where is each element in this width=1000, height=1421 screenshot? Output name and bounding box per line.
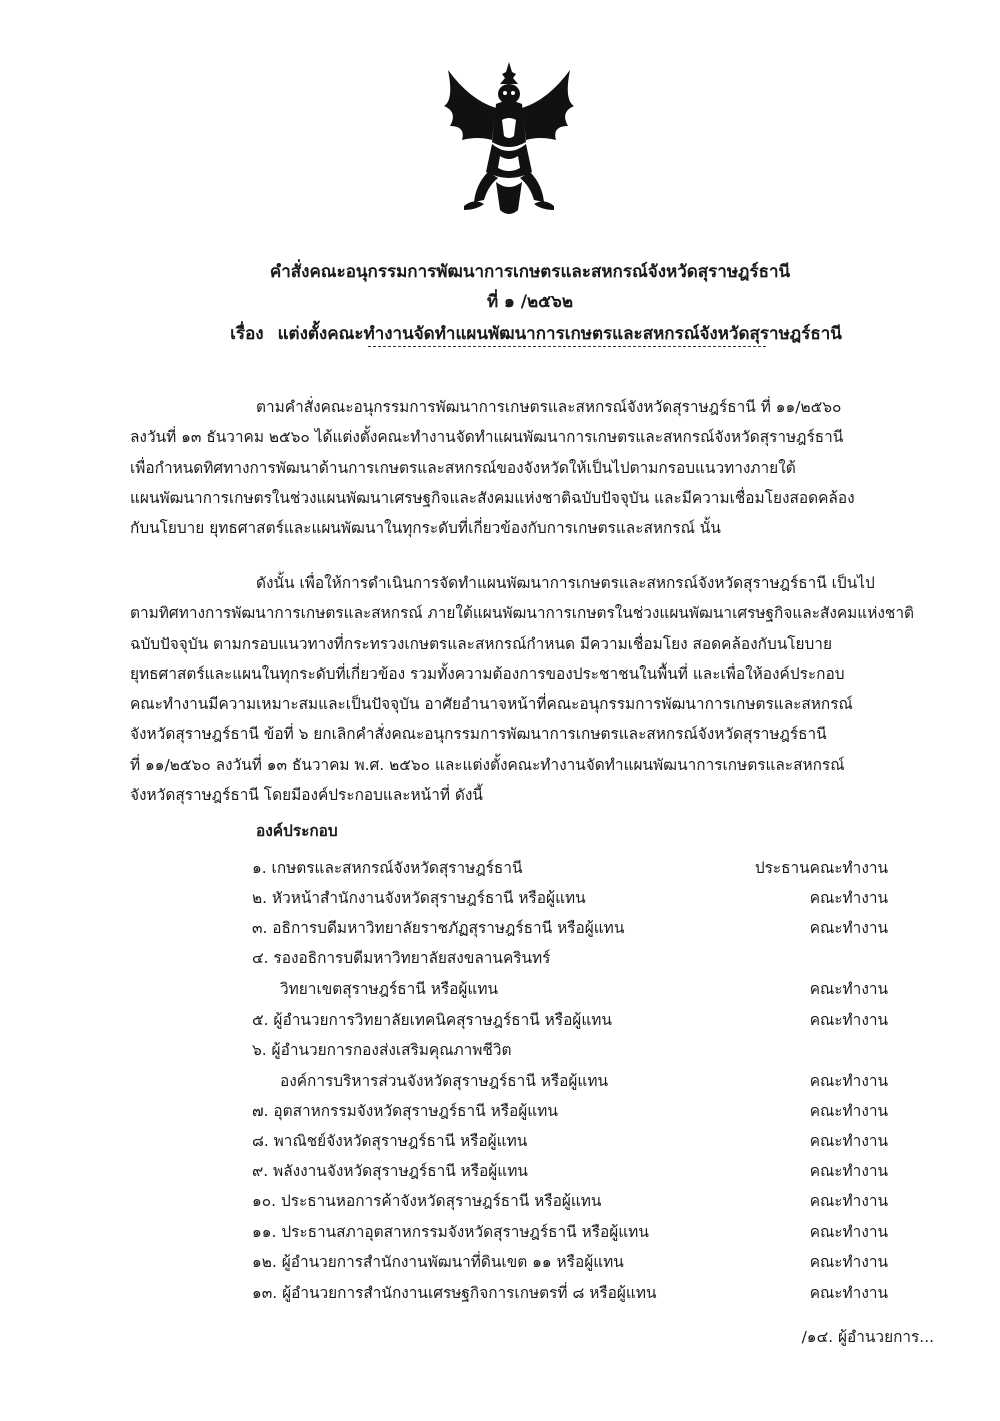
member-row <box>252 915 888 945</box>
member-role: คณะทำงาน <box>809 919 888 937</box>
member-row <box>252 1037 888 1067</box>
member-name: ๘. พาณิชย์จังหวัดสุราษฎร์ธานี หรือผู้แทน <box>252 1132 528 1150</box>
member-role: คณะทำงาน <box>809 1102 888 1120</box>
order-number: ที่ ๑ /๒๕๖๒ <box>486 292 574 312</box>
title-divider <box>368 346 766 347</box>
paragraph-line: แผนพัฒนาการเกษตรในช่วงแผนพัฒนาเศรษฐกิจและสังคมแห่งชาติฉบับปัจจุบัน และมีความเชื่อมโยงสอดคล้อง <box>130 488 855 507</box>
paragraph-line: ตามทิศทางการพัฒนาการเกษตรและสหกรณ์ ภายใต้แผนพัฒนาการเกษตรในช่วงแผนพัฒนาเศรษฐกิจและสังคมแห่งชาติ <box>130 604 914 623</box>
member-role: คณะทำงาน <box>809 1011 888 1029</box>
paragraph-line: จังหวัดสุราษฎร์ธานี ข้อที่ ๖ ยกเลิกคำสั่งคณะอนุกรรมการพัฒนาการเกษตรและสหกรณ์จังหวัดสุราษฎร์ธานี <box>130 725 827 744</box>
paragraph-line: ตามคำสั่งคณะอนุกรรมการพัฒนาการเกษตรและสหกรณ์จังหวัดสุราษฎร์ธานี ที่ ๑๑/๒๕๖๐ <box>256 398 842 416</box>
member-row <box>252 1219 888 1249</box>
member-row <box>252 1128 888 1158</box>
member-name: ๑. เกษตรและสหกรณ์จังหวัดสุราษฎร์ธานี <box>252 859 523 877</box>
garuda-emblem-icon <box>440 60 578 220</box>
member-name: ๔. รองอธิการบดีมหาวิทยาลัยสงขลานครินทร์ <box>252 949 551 967</box>
member-row <box>252 1188 888 1218</box>
member-row <box>252 945 888 975</box>
member-row <box>252 1158 888 1188</box>
paragraph-line: ลงวันที่ ๑๓ ธันวาคม ๒๕๖๐ ได้แต่งตั้งคณะทำงานจัดทำแผนพัฒนาการเกษตรและสหกรณ์จังหวัดสุราษฎร์ธานี <box>130 428 844 447</box>
member-name-continued: วิทยาเขตสุราษฎร์ธานี หรือผู้แทน <box>280 980 498 998</box>
paragraph-line: ดังนั้น เพื่อให้การดำเนินการจัดทำแผนพัฒนาการเกษตรและสหกรณ์จังหวัดสุราษฎร์ธานี เป็นไป <box>256 574 875 592</box>
member-row <box>252 1249 888 1279</box>
member-role: คณะทำงาน <box>809 1072 888 1090</box>
subject-label: เรื่อง <box>230 324 264 344</box>
member-name: ๙. พลังงานจังหวัดสุราษฎร์ธานี หรือผู้แทน <box>252 1162 528 1180</box>
member-name: ๓. อธิการบดีมหาวิทยาลัยราชภัฏสุราษฎร์ธานี หรือผู้แทน <box>252 919 625 937</box>
paragraph-line: ที่ ๑๑/๒๕๖๐ ลงวันที่ ๑๓ ธันวาคม พ.ศ. ๒๕๖๐ และแต่งตั้งคณะทำงานจัดทำแผนพัฒนาการเกษตรและสหกรณ์ <box>130 755 845 774</box>
paragraph-line: กับนโยบาย ยุทธศาสตร์และแผนพัฒนาในทุกระดับที่เกี่ยวข้องกับการเกษตรและสหกรณ์ นั้น <box>130 519 721 538</box>
member-role: คณะทำงาน <box>809 1192 888 1210</box>
member-name-continued: องค์การบริหารส่วนจังหวัดสุราษฎร์ธานี หรือผู้แทน <box>280 1072 608 1090</box>
continuation-note: /๑๔. ผู้อำนวยการ... <box>801 1328 934 1346</box>
paragraph-line: เพื่อกำหนดทิศทางการพัฒนาด้านการเกษตรและสหกรณ์ของจังหวัดให้เป็นไปตามกรอบแนวทางภายใต้ <box>130 458 796 477</box>
member-role: คณะทำงาน <box>809 1223 888 1241</box>
paragraph-line: คณะทำงานมีความเหมาะสมและเป็นปัจจุบัน อาศัยอำนาจหน้าที่คณะอนุกรรมการพัฒนาการเกษตรและสหกรณ์ <box>130 695 853 714</box>
member-name: ๖. ผู้อำนวยการกองส่งเสริมคุณภาพชีวิต <box>252 1041 512 1059</box>
member-name: ๕. ผู้อำนวยการวิทยาลัยเทคนิคสุราษฎร์ธานี หรือผู้แทน <box>252 1011 612 1029</box>
member-row-continued <box>252 1068 888 1098</box>
member-role: ประธานคณะทำงาน <box>754 859 888 877</box>
order-subject <box>36 320 1000 347</box>
member-row <box>252 885 888 915</box>
member-role: คณะทำงาน <box>809 1132 888 1150</box>
member-row <box>252 1098 888 1128</box>
paragraph-line: จังหวัดสุราษฎร์ธานี โดยมีองค์ประกอบและหน้าที่ ดังนี้ <box>130 786 483 805</box>
member-row <box>252 855 888 885</box>
member-row-continued <box>252 976 888 1006</box>
member-role: คณะทำงาน <box>809 1284 888 1302</box>
section-title: องค์ประกอบ <box>256 822 338 840</box>
member-name: ๑๒. ผู้อำนวยการสำนักงานพัฒนาที่ดินเขต ๑๑ หรือผู้แทน <box>252 1253 624 1271</box>
order-title: คำสั่งคณะอนุกรรมการพัฒนาการเกษตรและสหกรณ์จังหวัดสุราษฎร์ธานี <box>269 262 791 282</box>
member-name: ๑๓. ผู้อำนวยการสำนักงานเศรษฐกิจการเกษตรที่ ๘ หรือผู้แทน <box>252 1284 657 1302</box>
member-name: ๗. อุตสาหกรรมจังหวัดสุราษฎร์ธานี หรือผู้แทน <box>252 1102 558 1120</box>
member-row <box>252 1007 888 1037</box>
paragraph-order <box>130 568 914 810</box>
member-row <box>252 1280 888 1310</box>
paragraph-line: ยุทธศาสตร์และแผนในทุกระดับที่เกี่ยวข้อง รวมทั้งความต้องการของประชาชนในพื้นที่ และเพื่อให้องค์ประกอบ <box>130 664 845 683</box>
member-role: คณะทำงาน <box>809 1162 888 1180</box>
subject-text: แต่งตั้งคณะทำงานจัดทำแผนพัฒนาการเกษตรและสหกรณ์จังหวัดสุราษฎร์ธานี <box>277 324 842 344</box>
member-role: คณะทำงาน <box>809 1253 888 1271</box>
member-name: ๑๐. ประธานหอการค้าจังหวัดสุราษฎร์ธานี หรือผู้แทน <box>252 1192 602 1210</box>
member-name: ๑๑. ประธานสภาอุตสาหกรรมจังหวัดสุราษฎร์ธานี หรือผู้แทน <box>252 1223 649 1241</box>
member-name: ๒. หัวหน้าสำนักงานจังหวัดสุราษฎร์ธานี หรือผู้แทน <box>252 889 586 907</box>
member-role: คณะทำงาน <box>809 889 888 907</box>
member-role: คณะทำงาน <box>809 980 888 998</box>
paragraph-preamble <box>130 392 890 543</box>
paragraph-line: ฉบับปัจจุบัน ตามกรอบแนวทางที่กระทรวงเกษตรและสหกรณ์กำหนด มีความเชื่อมโยง สอดคล้องกับนโยบาย <box>130 634 832 653</box>
